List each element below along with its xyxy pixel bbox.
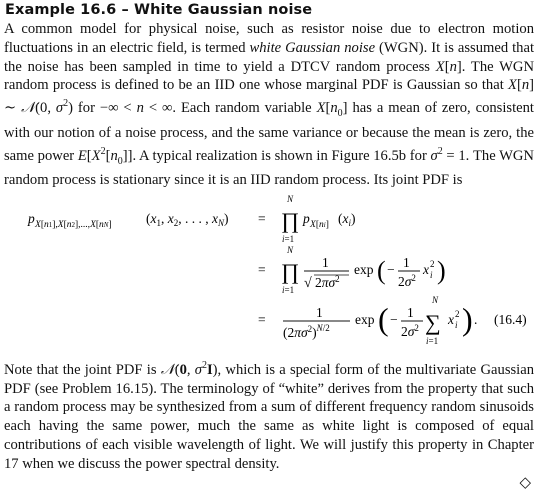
equation-line-3 [258,295,477,346]
svg-text:∏: ∏ [281,208,300,233]
svg-text:1: 1 [322,255,329,270]
svg-text:): ) [462,301,473,337]
svg-text:x: x [423,262,429,277]
svg-text:2σ2: $2\sigma^2$ [398,273,416,289]
svg-text:N: N [287,194,294,204]
intro-paragraph [4,20,534,190]
example-heading: Example 16.6 – White Gaussian noise [5,2,313,18]
outro-line: Note that the joint PDF is 𝒩(0, $\sigma^2I$), which is a special form of the multivariate Gaussian PDF (see Problem 16.15). The terminology of “white” derives from the property that such a random process may be synthesized from a sum of different frequency random sinusoids each having the same power, much the same as white light is composed of equal contributions of each visible wavelength of light. We will justify this property in Chapter 17 when we discuss the power spectral density. [4,360,535,472]
equation-lhs [27,211,229,230]
svg-text:−: − [387,262,395,277]
equation-number: (16.4) [494,312,527,327]
outro-paragraph [4,357,534,474]
svg-text:1: 1 [403,255,410,270]
svg-text:2σ2: $2\sigma^2$ [401,323,419,339]
svg-text:(xi): $(x_i)$ [338,211,356,228]
svg-text:∑: ∑ [425,310,441,335]
svg-text:N: N [287,245,294,255]
svg-text:p: p [28,211,35,226]
intro-line: A common model for physical noise, such as resistor noise due to electron motion fluctuations in an electric field, is termed white Gaussian noise (WGN). It is assumed that the noise has been sampled in time to yield a DTCV random process X[n]. The WGN random process is defined to be an IID one whose marginal PDF is Gaussian so that X[n] ∼ 𝒩(0, $\sigma^2$) for −∞ < n < ∞. Each random variable $X[n_0]$ has a mean of zero, consistent with our notion of a noise process, and the same variance or because the mean is zero, the same power $E[X^2[n_0]]$. A typical realization is shown in Figure 16.5b for $\sigma^2 = 1$. The WGN random process is stationary since it is an IID random process. Its joint PDF is [4,21,535,189]
svg-text:i=1: i=1 [426,336,439,346]
svg-text:p: p [303,211,310,226]
svg-text:1: 1 [407,305,414,320]
svg-text:∏: ∏ [281,259,300,284]
svg-text:(x1, x2, . . . , xN): ($x_1$, $x_2$, . . . , $x_N$) [146,211,229,228]
svg-text:exp: exp [355,312,375,327]
svg-text:=: = [258,312,266,327]
svg-text:−: − [390,312,398,327]
svg-text:√: √ [304,276,312,291]
svg-text:i=1: i=1 [282,285,295,295]
svg-text:=: = [258,211,266,226]
svg-text:i: i [455,320,458,330]
end-of-example-mark: ◇ [519,473,531,491]
svg-text:x: x [448,312,454,327]
svg-text:2: 2 [430,259,435,269]
svg-text:N: N [432,295,439,305]
svg-text:X[ni]: X[ni] [310,220,329,230]
svg-text:.: . [474,312,478,327]
svg-text:exp: exp [354,262,374,277]
svg-text:i=1: i=1 [282,234,295,244]
svg-text:(: ( [378,301,389,337]
svg-text:2: 2 [455,309,460,319]
joint-pdf-equation [0,194,541,354]
svg-text:(2πσ2)N/2: $(2\pi\sigma^2)^N/2$ [283,323,330,340]
svg-text:X[n1],X[n2],...,X[nN]: X[n1],X[n2],...,X[nN] [35,220,112,230]
svg-text:=: = [258,262,266,277]
equation-line-1 [258,194,356,244]
equation-line-2 [258,245,446,295]
svg-text:2πσ2: $2\pi\sigma^2$ [315,274,340,290]
svg-text:1: 1 [316,305,323,320]
svg-text:i: i [430,270,433,280]
svg-text:): ) [437,256,446,285]
svg-text:(: ( [377,256,386,285]
